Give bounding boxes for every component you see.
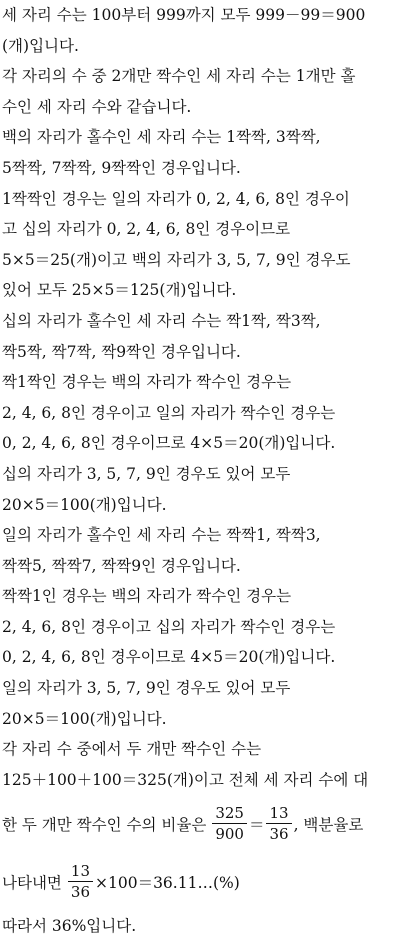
text-line: 짝짝1인 경우는 백의 자리가 짝수인 경우는 — [2, 587, 292, 606]
percent-suffix: ×100＝36.11…(%) — [95, 874, 240, 893]
ratio-line — [2, 795, 398, 853]
text-line: (개)입니다. — [2, 36, 79, 55]
text-line: 0, 2, 4, 6, 8인 경우이므로 4×5＝20(개)입니다. — [2, 434, 336, 453]
final-answer-line: 따라서 36%입니다. — [2, 917, 137, 936]
fraction-numerator: 325 — [215, 804, 244, 823]
fraction-denominator: 36 — [68, 881, 93, 901]
text-line: 백의 자리가 홀수인 세 자리 수는 1짝짝, 3짝짝, — [2, 128, 321, 147]
text-line: 20×5＝100(개)입니다. — [2, 495, 167, 514]
text-line: 수인 세 자리 수와 같습니다. — [2, 97, 192, 116]
text-line: 짝5짝, 짝7짝, 짝9짝인 경우입니다. — [2, 342, 241, 361]
text-line: 십의 자리가 홀수인 세 자리 수는 짝1짝, 짝3짝, — [2, 311, 321, 330]
text-line: 1짝짝인 경우는 일의 자리가 0, 2, 4, 6, 8인 경우이 — [2, 189, 350, 208]
text-line: 짝짝5, 짝짝7, 짝짝9인 경우입니다. — [2, 556, 241, 575]
text-line: 고 십의 자리가 0, 2, 4, 6, 8인 경우이므로 — [2, 220, 291, 239]
ratio-prefix: 한 두 개만 짝수인 수의 비율은 — [2, 816, 207, 835]
fraction-325-900 — [212, 805, 247, 843]
text-line: 십의 자리가 3, 5, 7, 9인 경우도 있어 모두 — [2, 464, 291, 483]
text-line: 0, 2, 4, 6, 8인 경우이므로 4×5＝20(개)입니다. — [2, 648, 336, 667]
fraction-numerator: 13 — [70, 862, 90, 881]
fraction-denominator: 900 — [212, 823, 247, 843]
fraction-numerator: 13 — [269, 804, 289, 823]
text-line: 있어 모두 25×5＝125(개)입니다. — [2, 281, 237, 300]
text-line: 각 자리 수 중에서 두 개만 짝수인 수는 — [2, 740, 262, 759]
percent-prefix: 나타내면 — [2, 874, 62, 893]
percent-line — [2, 853, 398, 911]
text-line: 짝1짝인 경우는 백의 자리가 짝수인 경우는 — [2, 373, 292, 392]
ratio-suffix: , 백분율로 — [293, 816, 364, 835]
text-line: 20×5＝100(개)입니다. — [2, 709, 167, 728]
text-line: 5짝짝, 7짝짝, 9짝짝인 경우입니다. — [2, 158, 241, 177]
fraction-13-36-percent — [68, 863, 93, 901]
text-line: 일의 자리가 홀수인 세 자리 수는 짝짝1, 짝짝3, — [2, 526, 321, 545]
text-line: 125＋100＋100＝325(개)이고 전체 세 자리 수에 대 — [2, 770, 369, 789]
text-line: 2, 4, 6, 8인 경우이고 일의 자리가 짝수인 경우는 — [2, 403, 336, 422]
text-line: 2, 4, 6, 8인 경우이고 십의 자리가 짝수인 경우는 — [2, 617, 336, 636]
text-line: 일의 자리가 3, 5, 7, 9인 경우도 있어 모두 — [2, 679, 291, 698]
fraction-denominator: 36 — [266, 823, 291, 843]
text-line: 세 자리 수는 100부터 999까지 모두 999－99＝900 — [2, 6, 366, 24]
equals-sign: ＝ — [248, 816, 265, 835]
fraction-13-36 — [266, 805, 291, 843]
text-line: 각 자리의 수 중 2개만 짝수인 세 자리 수는 1개만 홀 — [2, 67, 356, 86]
text-line: 5×5＝25(개)이고 백의 자리가 3, 5, 7, 9인 경우도 — [2, 250, 351, 269]
